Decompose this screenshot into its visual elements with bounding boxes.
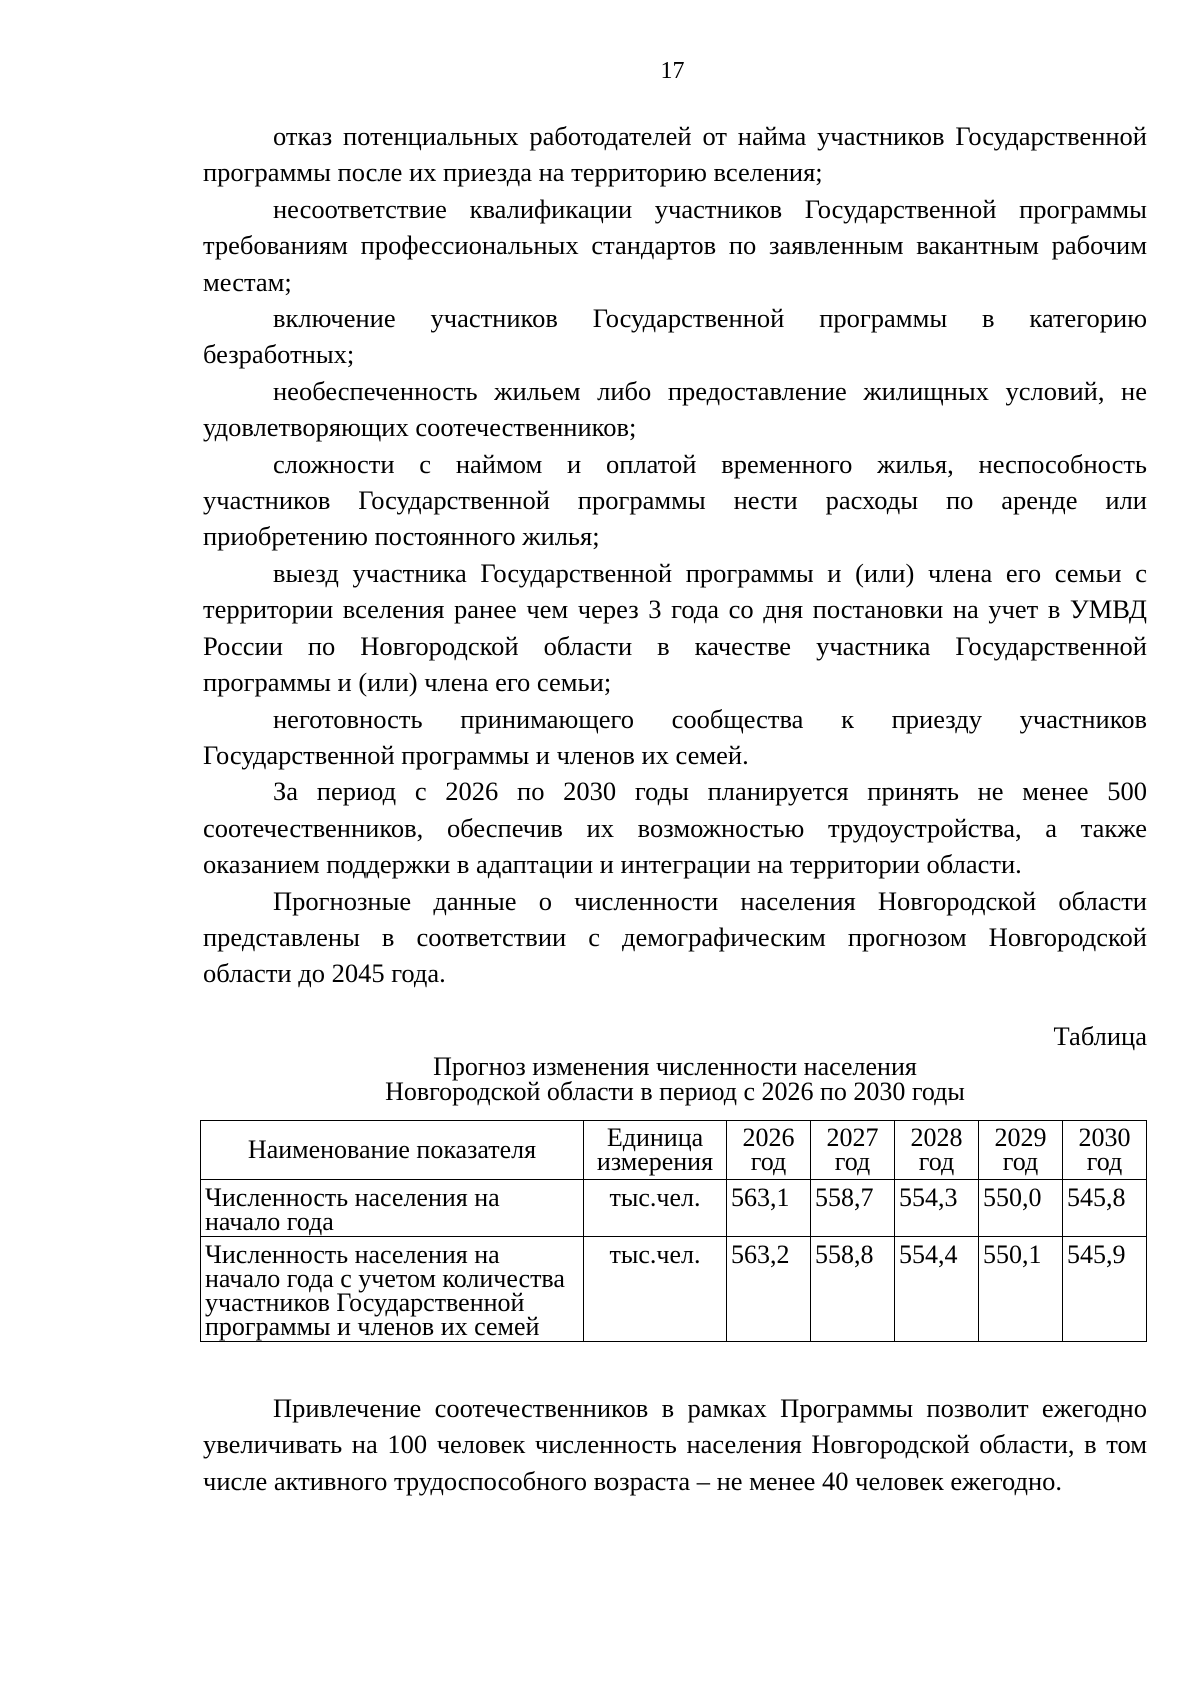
header-year-value: 2029 <box>994 1123 1047 1152</box>
paragraph-unemployed-category: включение участников Государственной программы в категорию безработных; <box>203 303 1147 370</box>
row-unit: тыс.чел. <box>584 1237 727 1342</box>
paragraph-qualification-mismatch: несоответствие квалификации участников Государственной программы требованиям профессиональных стандартов по заявленным вакантным рабочим местам; <box>203 193 1147 297</box>
row-value-2027: 558,8 <box>811 1237 895 1342</box>
row-value-2030: 545,9 <box>1063 1237 1147 1342</box>
paragraph-population-increase: Привлечение соотечественников в рамках Программы позволит ежегодно увеличивать на 100 человек численность населения Новгородской области, в том числе активного трудоспособного возраста – не менее 40 человек ежегодно. <box>203 1393 1147 1496</box>
body-text <box>203 118 1147 992</box>
row-value-2030: 545,8 <box>1063 1180 1147 1237</box>
row-value-2029: 550,1 <box>979 1237 1063 1342</box>
page-number: 17 <box>660 58 685 84</box>
table-title <box>203 1054 1147 1104</box>
paragraph-forecast-source: Прогнозные данные о численности населения Новгородской области представлены в соответствии с демографическим прогнозом Новгородской области до 2045 года. <box>203 885 1147 989</box>
header-year-2030 <box>1063 1121 1147 1180</box>
header-year-value: 2030 <box>1078 1123 1131 1152</box>
header-year-value: 2026 <box>742 1123 795 1152</box>
row-value-2028: 554,3 <box>895 1180 979 1237</box>
row-value-2026: 563,2 <box>727 1237 811 1342</box>
row-unit: тыс.чел. <box>584 1180 727 1237</box>
row-value-2029: 550,0 <box>979 1180 1063 1237</box>
paragraph-early-departure: выезд участника Государственной программы и (или) члена его семьи с территории вселения ранее чем через 3 года со дня постановки на учет в УМВД России по Новгородской области в качестве участника Государственной программы и (или) члена его семьи; <box>203 557 1147 698</box>
table-row <box>201 1180 1147 1237</box>
header-unit-line-1: Единица <box>606 1123 704 1152</box>
table-title-line-1: Прогноз изменения численности населения <box>433 1052 917 1081</box>
paragraph-admission-plan: За период с 2026 по 2030 годы планируется принять не менее 500 соотечественников, обеспечив их возможностью трудоустройства, а также оказанием поддержки в адаптации и интеграции на территории области. <box>203 776 1147 880</box>
paragraph-community-unreadiness: неготовность принимающего сообщества к приезду участников Государственной программы и членов их семей. <box>203 703 1147 770</box>
paragraph-employer-refusal: отказ потенциальных работодателей от найма участников Государственной программы после их приезда на территорию вселения; <box>203 121 1147 188</box>
row-indicator-name: Численность населения на начало года с учетом количества участников Государственной программы и членов их семей <box>201 1237 584 1342</box>
header-year-suffix: год <box>834 1147 871 1176</box>
header-year-value: 2027 <box>826 1123 879 1152</box>
header-unit-line-2: измерения <box>596 1147 714 1176</box>
header-year-value: 2028 <box>910 1123 963 1152</box>
table-title-line-2: Новгородской области в период с 2026 по 2030 годы <box>385 1077 965 1106</box>
paragraph-housing-shortage: необеспеченность жильем либо предоставление жилищных условий, не удовлетворяющих соотечественников; <box>203 375 1147 443</box>
table-row <box>201 1237 1147 1342</box>
population-forecast-table <box>200 1120 1147 1342</box>
row-value-2028: 554,4 <box>895 1237 979 1342</box>
paragraph-rental-difficulties: сложности с наймом и оплатой временного жилья, неспособность участников Государственной программы нести расходы по аренде или приобретению постоянного жилья; <box>203 448 1147 552</box>
header-year-2029 <box>979 1121 1063 1180</box>
closing-text <box>203 1390 1147 1499</box>
header-year-suffix: год <box>1086 1147 1123 1176</box>
header-year-suffix: год <box>750 1147 787 1176</box>
row-value-2026: 563,1 <box>727 1180 811 1237</box>
row-value-2027: 558,7 <box>811 1180 895 1237</box>
header-year-2026 <box>727 1121 811 1180</box>
header-year-2027 <box>811 1121 895 1180</box>
table-caption: Таблица <box>1053 1021 1147 1051</box>
header-unit <box>584 1121 727 1180</box>
header-year-suffix: год <box>918 1147 955 1176</box>
header-year-suffix: год <box>1002 1147 1039 1176</box>
row-indicator-name: Численность населения на начало года <box>201 1180 584 1237</box>
header-indicator-name: Наименование показателя <box>201 1121 584 1180</box>
header-year-2028 <box>895 1121 979 1180</box>
table-header-row <box>201 1121 1147 1180</box>
